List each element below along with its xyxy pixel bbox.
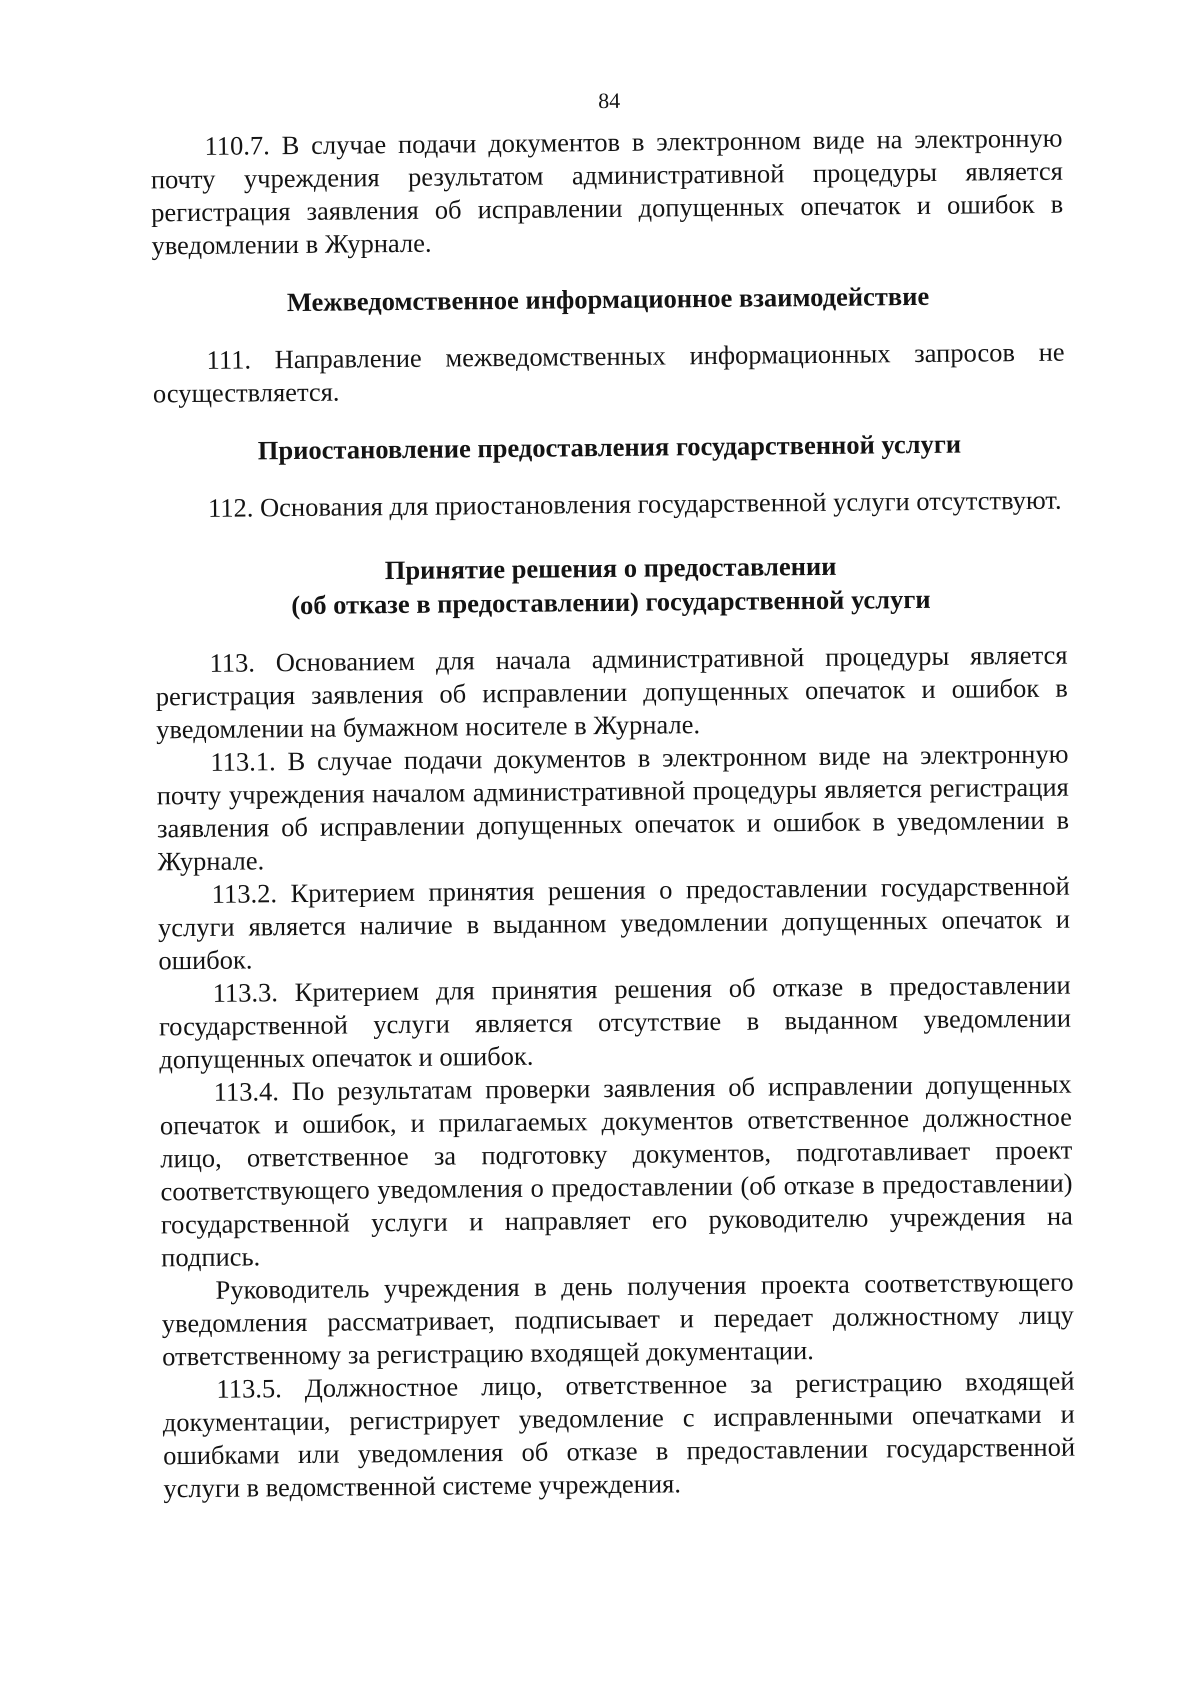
section-heading-decision-line-2: (об отказе в предоставлении) государственной услуги xyxy=(291,583,931,621)
paragraph-113-1: 113.1. В случае подачи документов в электронном виде на электронную почту учреждения началом административной процедуры является регистрация заявления об исправлении допущенных опечаток и ошибок в уведомлении в Журнале. xyxy=(156,738,1070,877)
section-heading-decision xyxy=(154,547,1067,624)
section-heading-suspension: Приостановление предоставления государственной услуги xyxy=(257,428,962,466)
document-body xyxy=(150,84,1076,1506)
page-number: 84 xyxy=(598,87,621,114)
paragraph-113-5: 113.5. Должностное лицо, ответственное за регистрацию входящей документации, регистрирует уведомление с исправленными опечатками и ошибками или уведомления об отказе в предоставлении государственной услуги в ведомственной системе учреждения. xyxy=(162,1365,1076,1504)
paragraph-112: 112. Основания для приостановления государственной услуги отсутствуют. xyxy=(207,484,1062,523)
paragraph-110-7: 110.7. В случае подачи документов в электронном виде на электронную почту учреждения результатом административной процедуры является регистрация заявления об исправлении допущенных опечаток и ошибок в уведомлении в Журнале. xyxy=(150,122,1064,261)
paragraph-113: 113. Основанием для начала административной процедуры является регистрация заявления об исправлении допущенных опечаток и ошибок в уведомлении на бумажном носителе в Журнале. xyxy=(155,639,1068,745)
paragraph-111: 111. Направление межведомственных информационных запросов не осуществляется. xyxy=(152,336,1065,409)
paragraph-113-4: 113.4. По результатам проверки заявления об исправлении допущенных опечаток и ошибок, и прилагаемых документов ответственное должностное лицо, ответственное за подготовку документов, подготавливает проект соответствующего уведомления о предоставлении (об отказе в предоставлении) государственной услуги и направляет его руководителю учреждения на подпись. xyxy=(159,1068,1073,1273)
section-heading-interagency: Межведомственное информационное взаимодействие xyxy=(286,280,930,318)
paragraph-113-2: 113.2. Критерием принятия решения о предоставлении государственной услуги является наличие в выданном уведомлении допущенных опечаток и ошибок. xyxy=(157,870,1071,976)
section-heading-decision-line-1: Принятие решения о предоставлении xyxy=(384,550,837,586)
paragraph-113-4-continued: Руководитель учреждения в день получения проекта соответствующего уведомления рассматривает, подписывает и передает должностному лицу ответственному за регистрацию входящей документации. xyxy=(161,1266,1074,1372)
paragraph-113-3: 113.3. Критерием для принятия решения об отказе в предоставлении государственной услуги является отсутствие в выданном уведомлении допущенных опечаток и ошибок. xyxy=(158,969,1072,1075)
